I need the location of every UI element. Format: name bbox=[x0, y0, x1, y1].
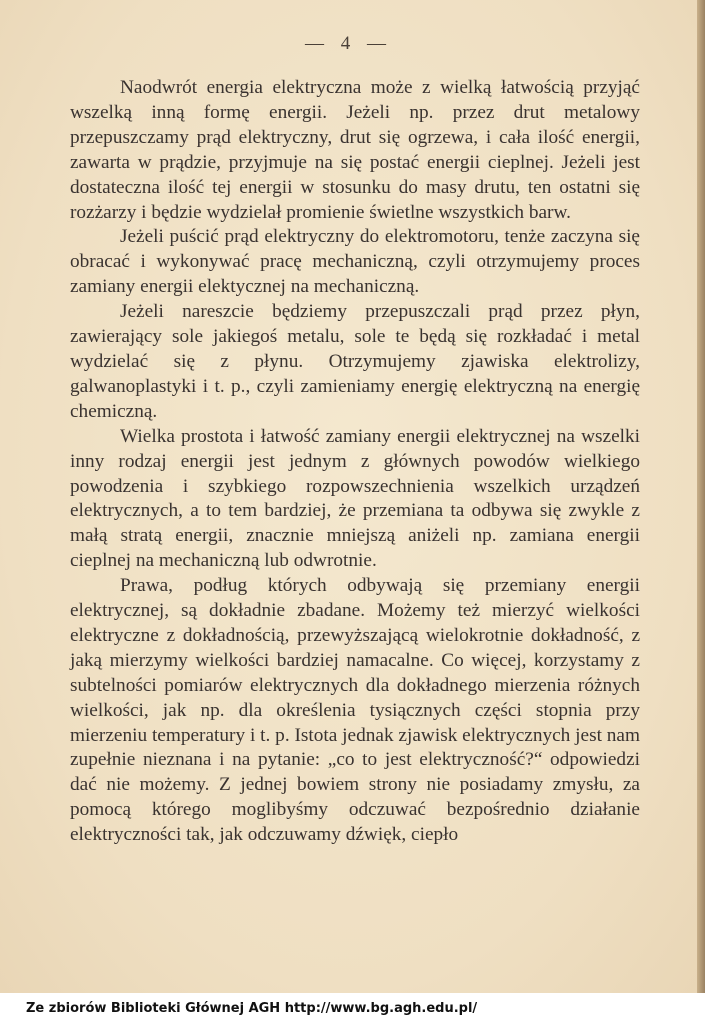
paragraph-4: Wielka prostota i łatwość zamiany energii elektrycznej na wszelki inny rodzaj energii jest jednym z głównych powodów wielkiego powodzenia i szybkiego rozpowszechnienia wszelkich urządzeń elektrycznych, a to tem bardziej, że przemiana ta odbywa się zwykle z małą stratą energii, znacznie mniejszą aniżeli np. zamiana energii cieplnej na mechaniczną lub odwrotnie. bbox=[70, 425, 640, 572]
paragraph-5: Prawa, podług których odbywają się przemiany energii elektrycznej, są dokładnie zbadane. Możemy też mierzyć wielkości elektryczne z dokładnością, przewyższającą wielokrotnie dokładność, z jaką mierzymy wielkości bardziej namacalne. Co więcej, korzystamy z subtelności pomiarów elektrycznych dla dokładnego mierzenia różnych wielkości, jak np. dla określenia tysiącznych części stopnia przy mierzeniu temperatury i t. p. Istota jednak zjawisk elektrycznych jest nam zupełnie nieznana i na pytanie: „co to jest elektryczność?“ odpowiedzi dać nie możemy. Z jednej bowiem strony nie posiadamy zmysłu, za pomocą którego moglibyśmy odczuwać bezpośrednio działanie elektryczności tak, jak odczuwamy dźwięk, ciepło bbox=[70, 575, 640, 846]
body-text bbox=[70, 76, 640, 848]
paragraph-1: Naodwrót energia elektryczna może z wielką łatwością przyjąć wszelką inną formę energii. Jeżeli np. przez drut metalowy przepuszczamy prąd elektryczny, drut się ogrzewa, i cała ilość energii, zawarta w prądzie, przyjmuje na się postać energii cieplnej. Jeżeli jest dostateczna ilość tej energii w stosunku do masy drutu, ten ostatni się rozżarzy i będzie wydzielał promienie świetlne wszystkich barw. bbox=[70, 77, 640, 223]
page-edge-shadow bbox=[697, 0, 705, 993]
paragraph-3: Jeżeli nareszcie będziemy przepuszczali prąd przez płyn, zawierający sole jakiegoś metalu, sole te będą się rozkładać i metal wydzielać się z płynu. Otrzymujemy zjawiska elektrolizy, galwanoplastyki i t. p., czyli zamieniamy energię elektryczną na energię chemiczną. bbox=[70, 301, 640, 422]
paragraph-2: Jeżeli puścić prąd elektryczny do elektromotoru, tenże zaczyna się obracać i wykonywać pracę mechaniczną, czyli otrzymujemy proces zamiany energii elektycznej na mechaniczną. bbox=[70, 226, 640, 298]
library-footer bbox=[0, 996, 705, 1024]
page-number: — 4 — bbox=[305, 33, 392, 54]
footer-credit: Ze zbiorów Biblioteki Głównej AGH http://www.bg.agh.edu.pl/ bbox=[26, 1001, 478, 1016]
